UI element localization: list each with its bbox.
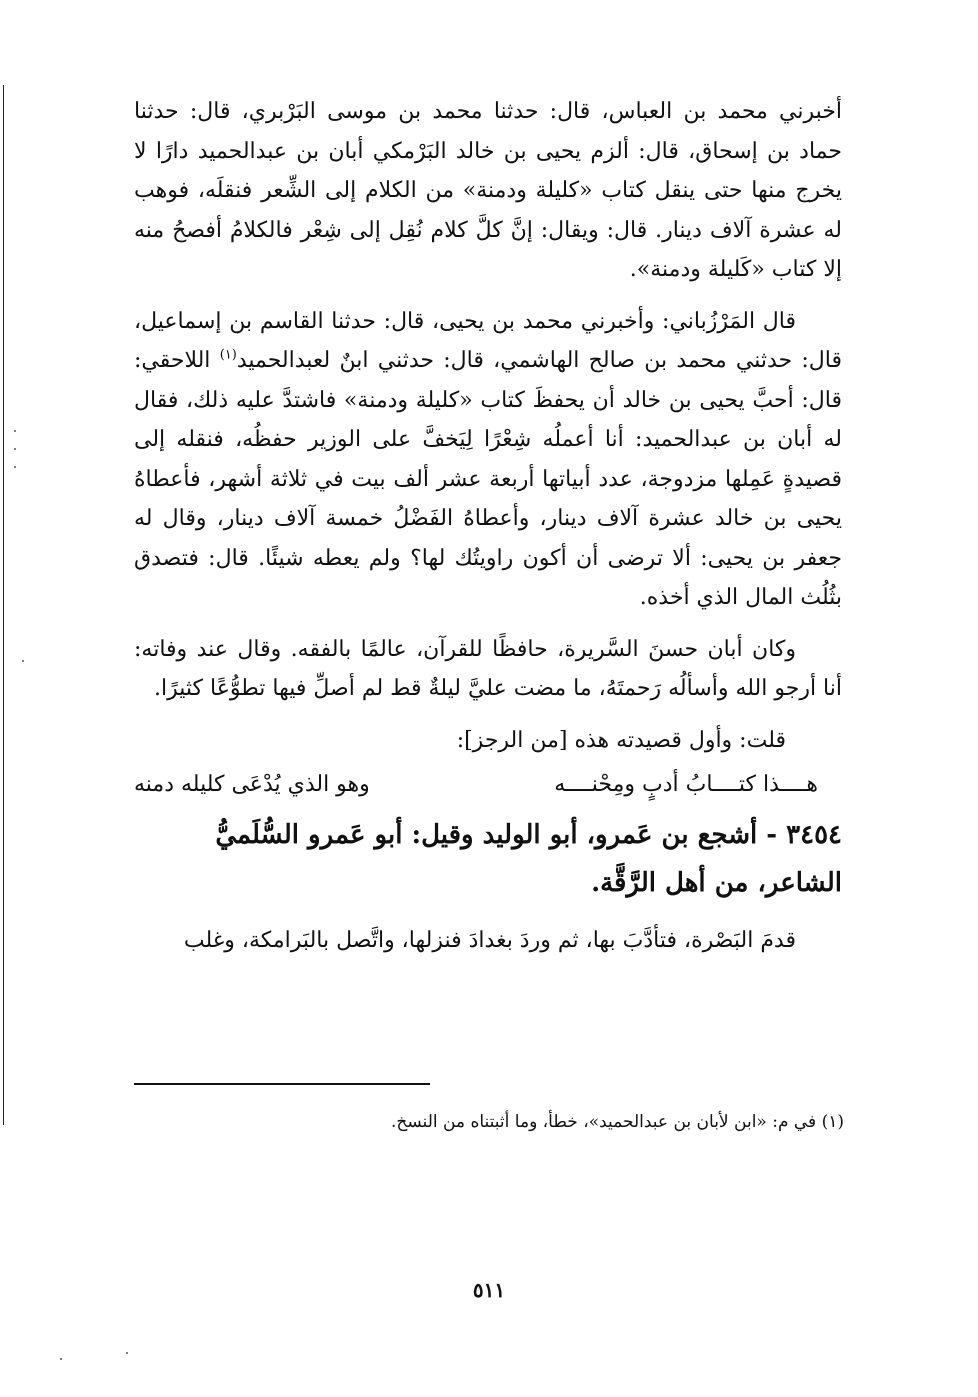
scan-speck <box>14 466 16 468</box>
scan-speck <box>14 448 16 450</box>
page-binding-edge <box>3 85 4 1125</box>
footnote-number: (١) <box>821 1112 844 1132</box>
paragraph-2 <box>134 302 842 618</box>
poem-verse <box>134 765 842 805</box>
paragraph-3: وكان أبان حسنَ السَّريرة، حافظًا للقرآن، عالمًا بالفقه. وقال عند وفاته: أنا أرجو الله وأسألُه رَحمتَهُ، ما مضت عليَّ ليلةٌ قط لم أصلِّ فيها تطوُّعًا كثيرًا. <box>134 636 842 701</box>
scan-speck <box>22 660 24 662</box>
paragraph-2-part-1: قال المَرْزُباني: وأخبرني محمد بن يحيى، قال: حدثنا القاسم بن إسماعيل، قال: حدثني محمد بن صالح الهاشمي، قال: حدثني ابنٌ لعبدالحميد <box>134 308 842 373</box>
verse-second-hemistich: وهو الذي يُدْعَى كليله دمنه <box>134 771 370 797</box>
footnote-reference: (١) <box>219 347 237 363</box>
footnote-separator <box>134 1083 430 1085</box>
verse-first-hemistich: هــــذا كتــــابُ أدبٍ ومِحْنــــه <box>554 771 818 797</box>
footnote-text: في م: «ابن لأبان بن عبدالحميد»، خطأ، وما أثبتناه من النسخ. <box>391 1112 822 1132</box>
footnote <box>136 1108 844 1136</box>
paragraph-2-part-2: اللاحقي: قال: أحبَّ يحيى بن خالد أن يحفظَ كتاب «كليلة ودمنة» فاشتدَّ عليه ذلك، فقال له أبان بن عبدالحميد: أنا أعملُه شِعْرًا لِيَخفَّ على الوزير حفظُه، فنقله إلى قصيدةٍ عَمِلها مزدوجة، عدد أبياتها أربعة عشر ألف بيت في ثلاثة أشهر، فأعطاهُ يحيى بن خالد عشرة آلاف دينار، وأعطاهُ الفَضْلُ خمسة آلاف دينار، وقال له جعفر بن يحيى: ألا ترضى أن أكون راويتُك لها؟ ولم يعطه شيئًا. قال: فتصدق بثُلُث المال الذي أخذه. <box>134 348 842 610</box>
paragraph-1: أخبرني محمد بن العباس، قال: حدثنا محمد بن موسى البَرْبري، قال: حدثنا حماد بن إسحاق، قال: ألزم يحيى بن خالد البَرْمكي أبان بن عبدالحميد دارًا لا يخرج منها حتى ينقل كتاب «كليلة ودمنة» من الكلام إلى الشِّعر فنقلَه، فوهب له عشرة آلاف دينار. قال: ويقال: إنَّ كلَّ كلام نُقِل إلى شِعْر فالكلامُ أفصحُ منه إلا كتاب «كَليلة ودمنة». <box>134 99 843 282</box>
scan-speck <box>60 1358 62 1360</box>
page-body <box>134 92 842 972</box>
scan-speck <box>126 1352 128 1354</box>
scan-speck <box>14 430 16 432</box>
poem-intro-line: قلت: وأول قصيدته هذه [من الرجز]: <box>456 727 786 753</box>
page-number: ٥١١ <box>472 1278 506 1302</box>
paragraph-4: قدمَ البَصْرة، فتأدَّبَ بها، ثم وردَ بغدادَ فنزلها، واتَّصل بالبَرامكة، وغلب <box>183 927 796 953</box>
biography-entry-heading: ٣٤٥٤ - أشجع بن عَمرو، أبو الوليد وقيل: أبو عَمرو السُّلَميُّ الشاعر، من أهل الرَّقَّة. <box>215 819 842 898</box>
